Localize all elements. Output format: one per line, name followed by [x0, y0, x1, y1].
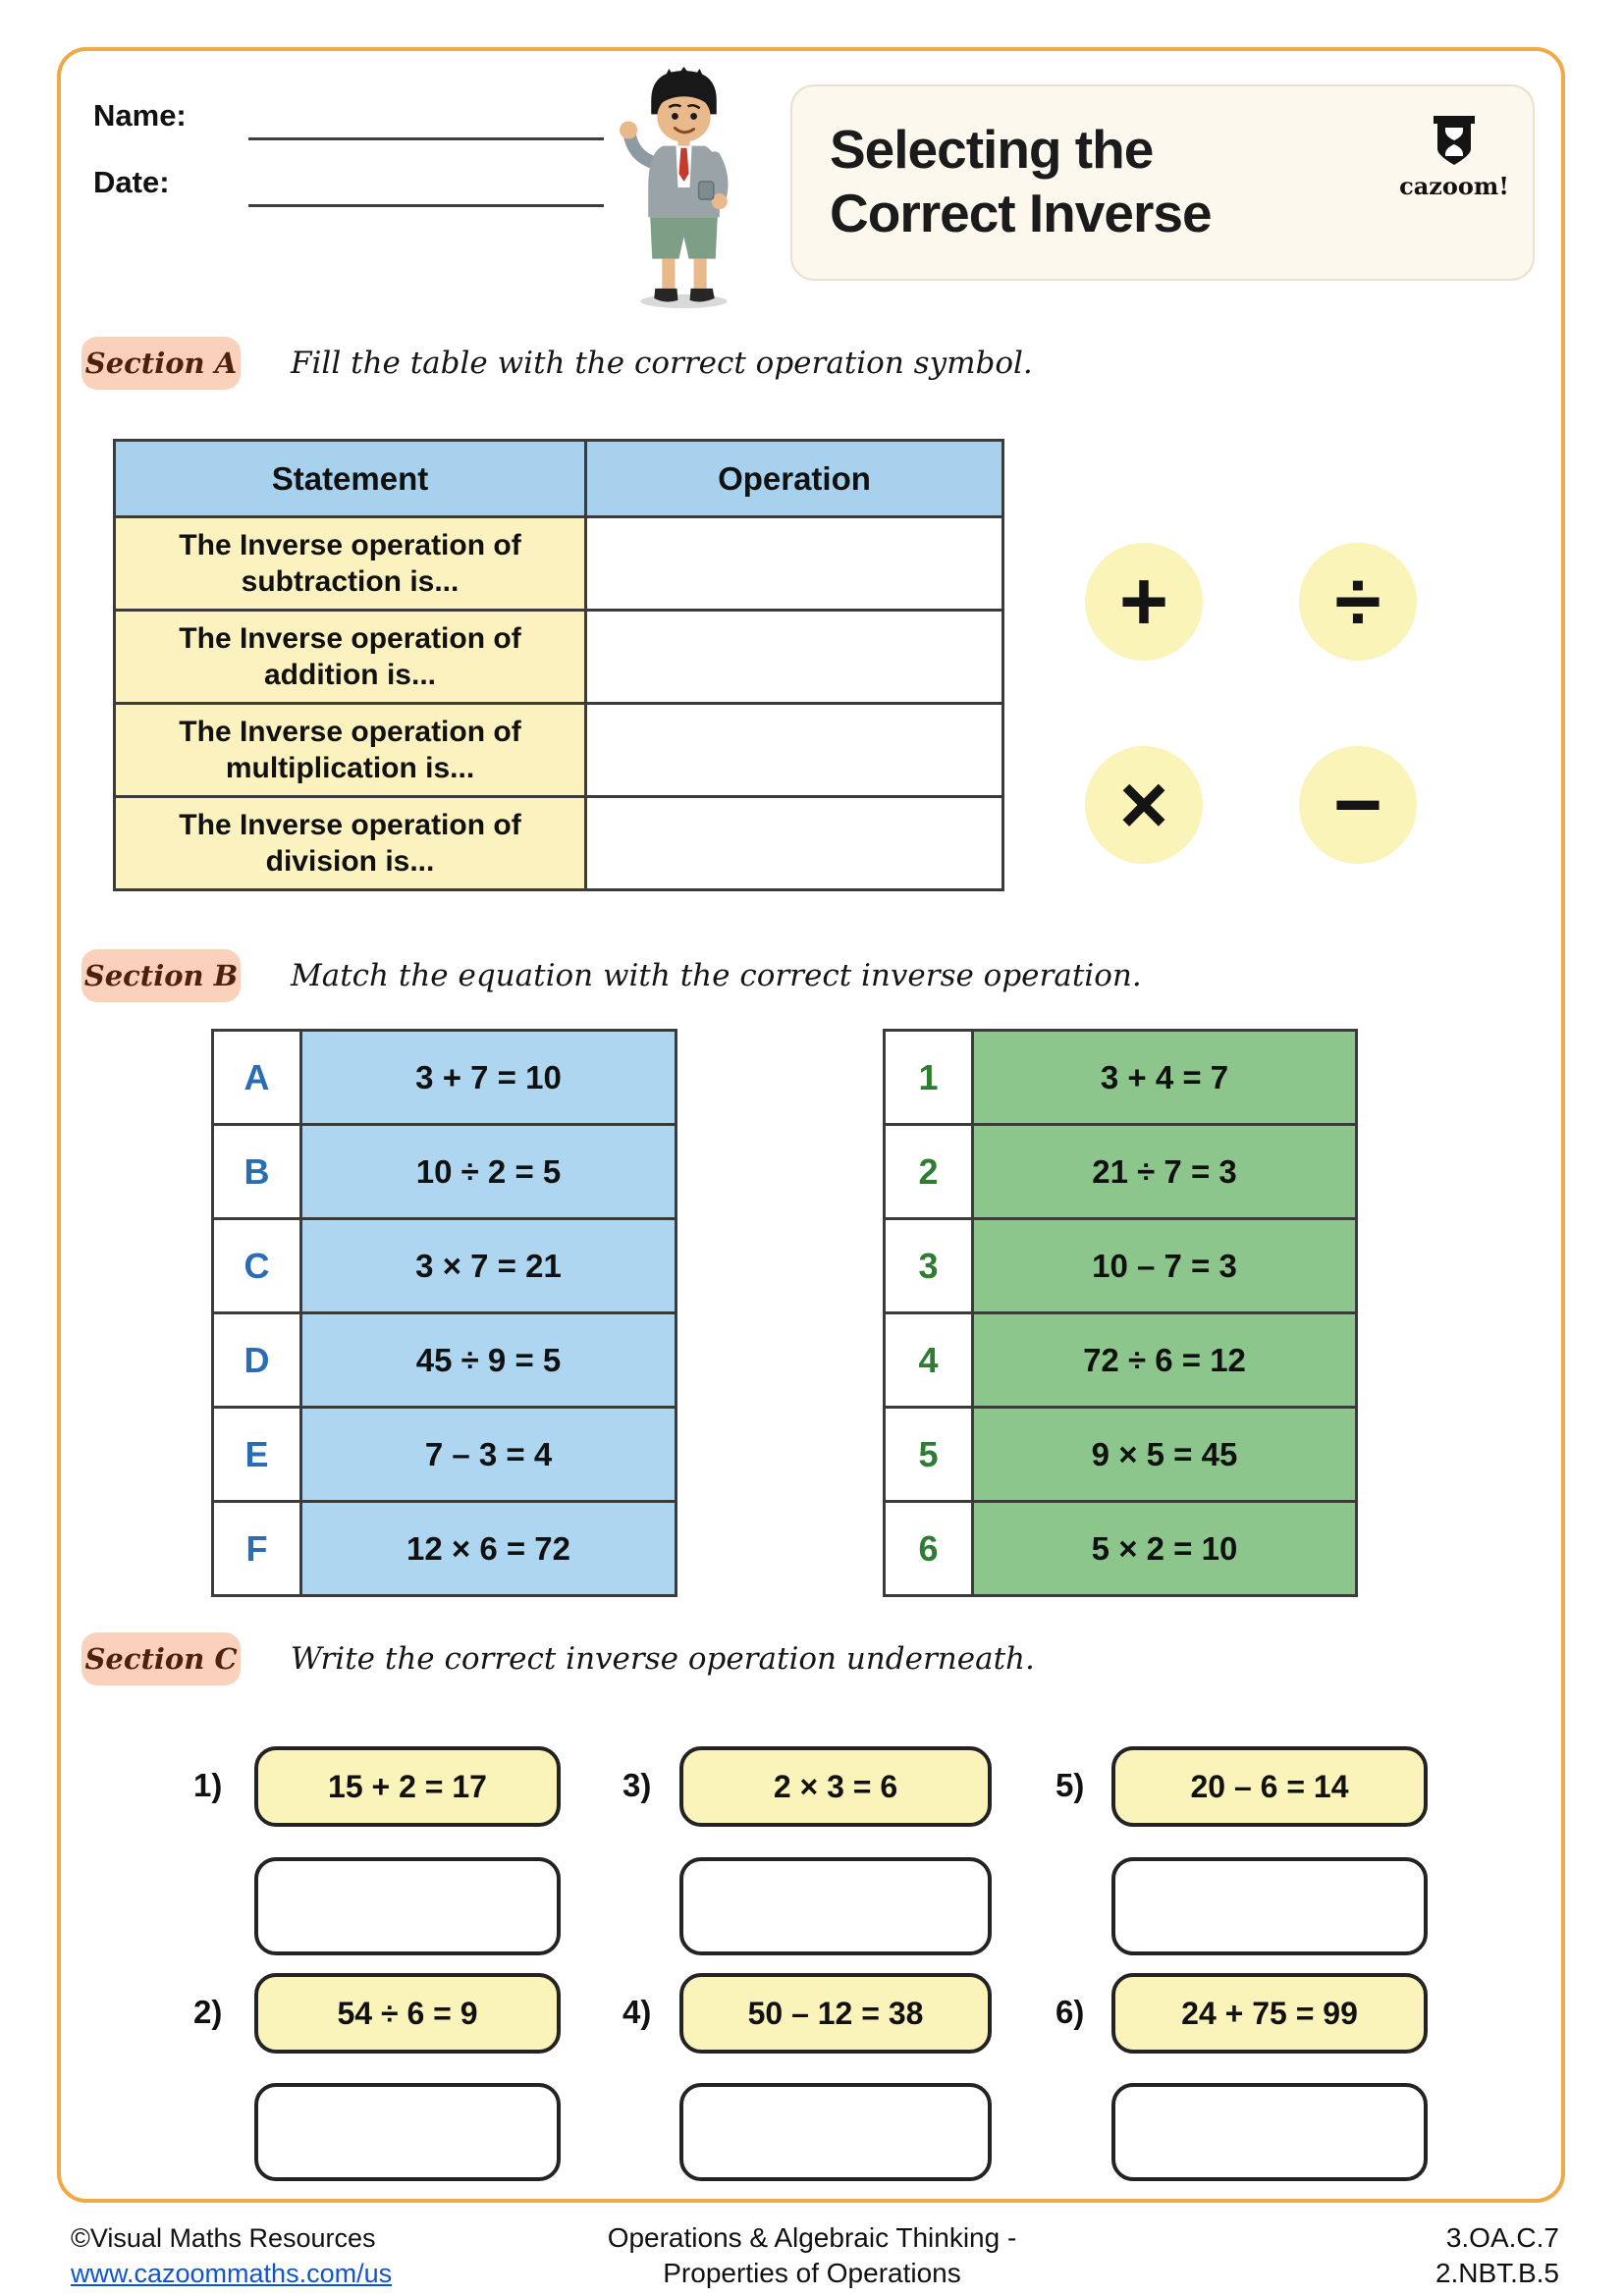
problem-equation-5: 20 – 6 = 14 [1111, 1746, 1428, 1827]
footer-center [0, 2220, 1624, 2292]
page-title-line2: Correct Inverse [830, 182, 1212, 243]
section-c-label: Section C [81, 1632, 241, 1685]
answer-box-2[interactable] [254, 2083, 561, 2181]
match-row [885, 1219, 1357, 1313]
match-table-right [883, 1029, 1358, 1597]
operation-answer-cell-4[interactable] [586, 797, 1003, 890]
answer-box-6[interactable] [1111, 2083, 1428, 2181]
column-header-operation: Operation [586, 441, 1003, 517]
inverse-operation-table [113, 439, 1004, 891]
statement-cell: The Inverse operation of division is... [115, 797, 586, 890]
problem-number-1: 1) [193, 1767, 223, 1803]
cazoom-logo-text: cazoom! [1399, 172, 1509, 200]
problem-number-4: 4) [623, 1994, 652, 2030]
answer-box-3[interactable] [679, 1857, 992, 1955]
match-row [885, 1408, 1357, 1502]
footer-website-link[interactable]: www.cazoommaths.com/us [71, 2259, 393, 2289]
problem-equation-3: 2 × 3 = 6 [679, 1746, 992, 1827]
table-row [115, 611, 1003, 704]
answer-box-4[interactable] [679, 2083, 992, 2181]
match-key-2: 2 [885, 1125, 973, 1219]
problem-number-3: 3) [623, 1767, 652, 1803]
match-key-B: B [213, 1125, 301, 1219]
statement-cell: The Inverse operation of subtraction is... [115, 517, 586, 611]
match-table-left [211, 1029, 677, 1597]
footer-topic-line1: Operations & Algebraic Thinking - [607, 2222, 1017, 2253]
match-equation-4[interactable]: 72 ÷ 6 = 12 [973, 1313, 1357, 1408]
name-label: Name: [93, 98, 187, 133]
plus-symbol-circle[interactable]: + [1085, 543, 1203, 661]
match-key-E: E [213, 1408, 301, 1502]
table-row [115, 797, 1003, 890]
statement-cell: The Inverse operation of addition is... [115, 611, 586, 704]
section-b-label: Section B [81, 949, 241, 1002]
answer-box-1[interactable] [254, 1857, 561, 1955]
problem-equation-4: 50 – 12 = 38 [679, 1973, 992, 2054]
match-equation-D[interactable]: 45 ÷ 9 = 5 [301, 1313, 677, 1408]
name-input-line[interactable] [248, 137, 604, 140]
match-key-6: 6 [885, 1502, 973, 1596]
match-key-5: 5 [885, 1408, 973, 1502]
problem-equation-2: 54 ÷ 6 = 9 [254, 1973, 561, 2054]
footer-copyright: ©Visual Maths Resources [71, 2223, 376, 2253]
section-c-instruction: Write the correct inverse operation underneath. [291, 1641, 1035, 1677]
minus-symbol-circle[interactable]: − [1299, 746, 1417, 864]
footer-standard-2: 2.NBT.B.5 [1435, 2258, 1559, 2289]
match-equation-1[interactable]: 3 + 4 = 7 [973, 1031, 1357, 1125]
match-row [213, 1408, 677, 1502]
match-key-F: F [213, 1502, 301, 1596]
match-key-1: 1 [885, 1031, 973, 1125]
match-equation-6[interactable]: 5 × 2 = 10 [973, 1502, 1357, 1596]
answer-box-5[interactable] [1111, 1857, 1428, 1955]
match-equation-3[interactable]: 10 – 7 = 3 [973, 1219, 1357, 1313]
divide-symbol-circle[interactable]: ÷ [1299, 543, 1417, 661]
problem-equation-6: 24 + 75 = 99 [1111, 1973, 1428, 2054]
match-key-4: 4 [885, 1313, 973, 1408]
date-label: Date: [93, 165, 170, 199]
page-title [830, 118, 1212, 245]
match-row [885, 1125, 1357, 1219]
match-equation-A[interactable]: 3 + 7 = 10 [301, 1031, 677, 1125]
problem-equation-1: 15 + 2 = 17 [254, 1746, 561, 1827]
footer-standard-1: 3.OA.C.7 [1445, 2222, 1559, 2253]
match-row [213, 1031, 677, 1125]
problem-number-6: 6) [1056, 1994, 1085, 2030]
match-equation-F[interactable]: 12 × 6 = 72 [301, 1502, 677, 1596]
table-row [115, 517, 1003, 611]
cazoom-logo [1397, 114, 1511, 200]
title-banner [790, 84, 1535, 281]
match-row [213, 1502, 677, 1596]
cazoom-hourglass-icon [1428, 114, 1481, 167]
match-row [885, 1313, 1357, 1408]
match-equation-E[interactable]: 7 – 3 = 4 [301, 1408, 677, 1502]
section-b-instruction: Match the equation with the correct inverse operation. [291, 958, 1142, 993]
footer-topic-line2: Properties of Operations [663, 2258, 961, 2289]
statement-cell: The Inverse operation of multiplication is... [115, 704, 586, 797]
column-header-statement: Statement [115, 441, 586, 517]
match-row [213, 1219, 677, 1313]
problem-number-5: 5) [1056, 1767, 1085, 1803]
date-input-line[interactable] [248, 204, 604, 207]
operation-answer-cell-2[interactable] [586, 611, 1003, 704]
match-key-D: D [213, 1313, 301, 1408]
boy-illustration [617, 63, 752, 315]
section-a-instruction: Fill the table with the correct operation symbol. [291, 346, 1033, 381]
footer-right [1435, 2220, 1559, 2292]
match-row [885, 1031, 1357, 1125]
section-a-label: Section A [81, 337, 241, 390]
multiply-symbol-circle[interactable]: × [1085, 746, 1203, 864]
match-row [885, 1502, 1357, 1596]
match-equation-5[interactable]: 9 × 5 = 45 [973, 1408, 1357, 1502]
table-header-row [115, 441, 1003, 517]
match-row [213, 1125, 677, 1219]
page-title-line1: Selecting the [830, 119, 1154, 180]
table-row [115, 704, 1003, 797]
match-equation-B[interactable]: 10 ÷ 2 = 5 [301, 1125, 677, 1219]
match-row [213, 1313, 677, 1408]
operation-answer-cell-3[interactable] [586, 704, 1003, 797]
match-equation-C[interactable]: 3 × 7 = 21 [301, 1219, 677, 1313]
match-key-A: A [213, 1031, 301, 1125]
operation-answer-cell-1[interactable] [586, 517, 1003, 611]
match-key-C: C [213, 1219, 301, 1313]
match-equation-2[interactable]: 21 ÷ 7 = 3 [973, 1125, 1357, 1219]
problem-number-2: 2) [193, 1994, 223, 2030]
match-key-3: 3 [885, 1219, 973, 1313]
